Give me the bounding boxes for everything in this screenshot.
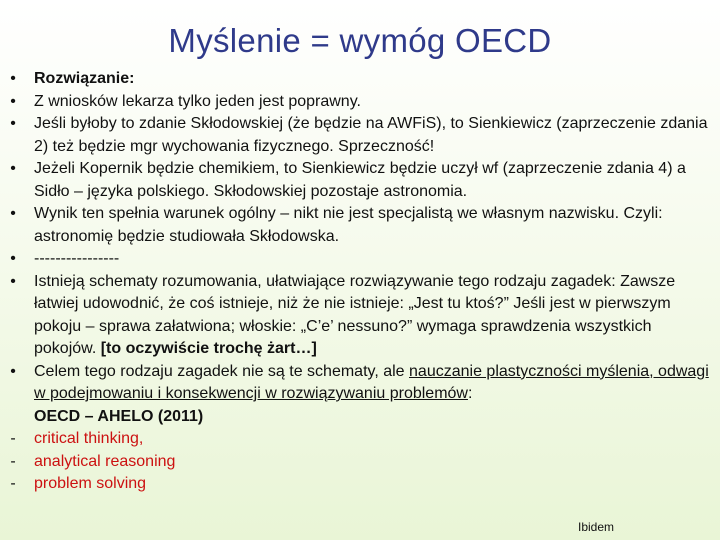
bullet-text: Celem tego rodzaju zagadek nie są te schematy, ale <box>34 362 410 380</box>
bullet-item <box>0 113 720 158</box>
bullet-text: Jeśli byłoby to zdanie Skłodowskiej (że będzie na AWFiS), to Sienkiewicz (zaprzeczenie zdania 2) też będzie mgr wychowania fizycznego. Sprzeczność! <box>34 115 708 155</box>
bullet-item <box>0 91 720 114</box>
bullet-marker: • <box>10 160 16 177</box>
bullet-marker: • <box>10 205 16 222</box>
bullet-item <box>0 203 720 248</box>
bullet-item <box>0 361 720 429</box>
bullet-text: Z wniosków lekarza tylko jeden jest poprawny. <box>34 92 361 110</box>
bullet-marker: • <box>10 92 16 110</box>
dash-item <box>0 451 720 474</box>
bullet-text: Wynik ten spełnia warunek ogólny – nikt nie jest specjalistą we własnym nazwisku. Czyli: astronomię będzie studiowała Skłodowska. <box>34 205 663 245</box>
dash-marker: - <box>10 430 16 447</box>
separator-text: ---------------- <box>34 250 120 267</box>
bullet-marker: • <box>10 362 16 380</box>
joke-note: [to oczywiście trochę żart…] <box>100 340 317 357</box>
bullet-item <box>0 68 720 91</box>
footer-source: Ibidem <box>578 520 615 534</box>
bullet-list <box>0 68 720 496</box>
bullet-marker: • <box>10 250 16 267</box>
bullet-marker: • <box>10 272 16 290</box>
bullet-text: Jeżeli Kopernik będzie chemikiem, to Sienkiewicz będzie uczył wf (zaprzeczenie zdania 4) a Sidło – języka polskiego. Skłodowskiej pozostaje astronomia. <box>34 160 686 200</box>
bullet-item <box>0 158 720 203</box>
bullet-marker: • <box>10 70 16 87</box>
oecd-ahelo-label: OECD – AHELO (2011) <box>34 407 204 425</box>
underlined-goal: nauczanie plastyczności myślenia, odwagi w podejmowaniu i konsekwencji w rozwiązywaniu problemów <box>34 362 709 402</box>
dash-marker: - <box>10 452 16 470</box>
skill-problem-solving: problem solving <box>34 475 147 492</box>
bullet-text: Rozwiązanie: <box>34 70 135 87</box>
slide-title: Myślenie = wymóg OECD <box>168 22 552 59</box>
dash-item <box>0 473 720 496</box>
bullet-marker: • <box>10 115 16 132</box>
dash-item <box>0 428 720 451</box>
bullet-item <box>0 248 720 271</box>
bullet-text: Istnieją schematy rozumowania, ułatwiające rozwiązywanie tego rodzaju zagadek: Zawsze łatwiej udowodnić, że coś istnieje, niż że nie istnieje: „Jest tu ktoś?” Jeśli jest w pierwszym pokoju – sprawa załatwiona; włoskie: „C’e’ nessuno?” wymaga sprawdzenia wszystkich pokojów. <box>34 272 676 357</box>
dash-marker: - <box>10 475 16 492</box>
bullet-item <box>0 271 720 361</box>
bullet-text-end: : <box>467 385 473 402</box>
skill-critical-thinking: critical thinking, <box>34 430 144 447</box>
skill-analytical-reasoning: analytical reasoning <box>34 452 176 470</box>
